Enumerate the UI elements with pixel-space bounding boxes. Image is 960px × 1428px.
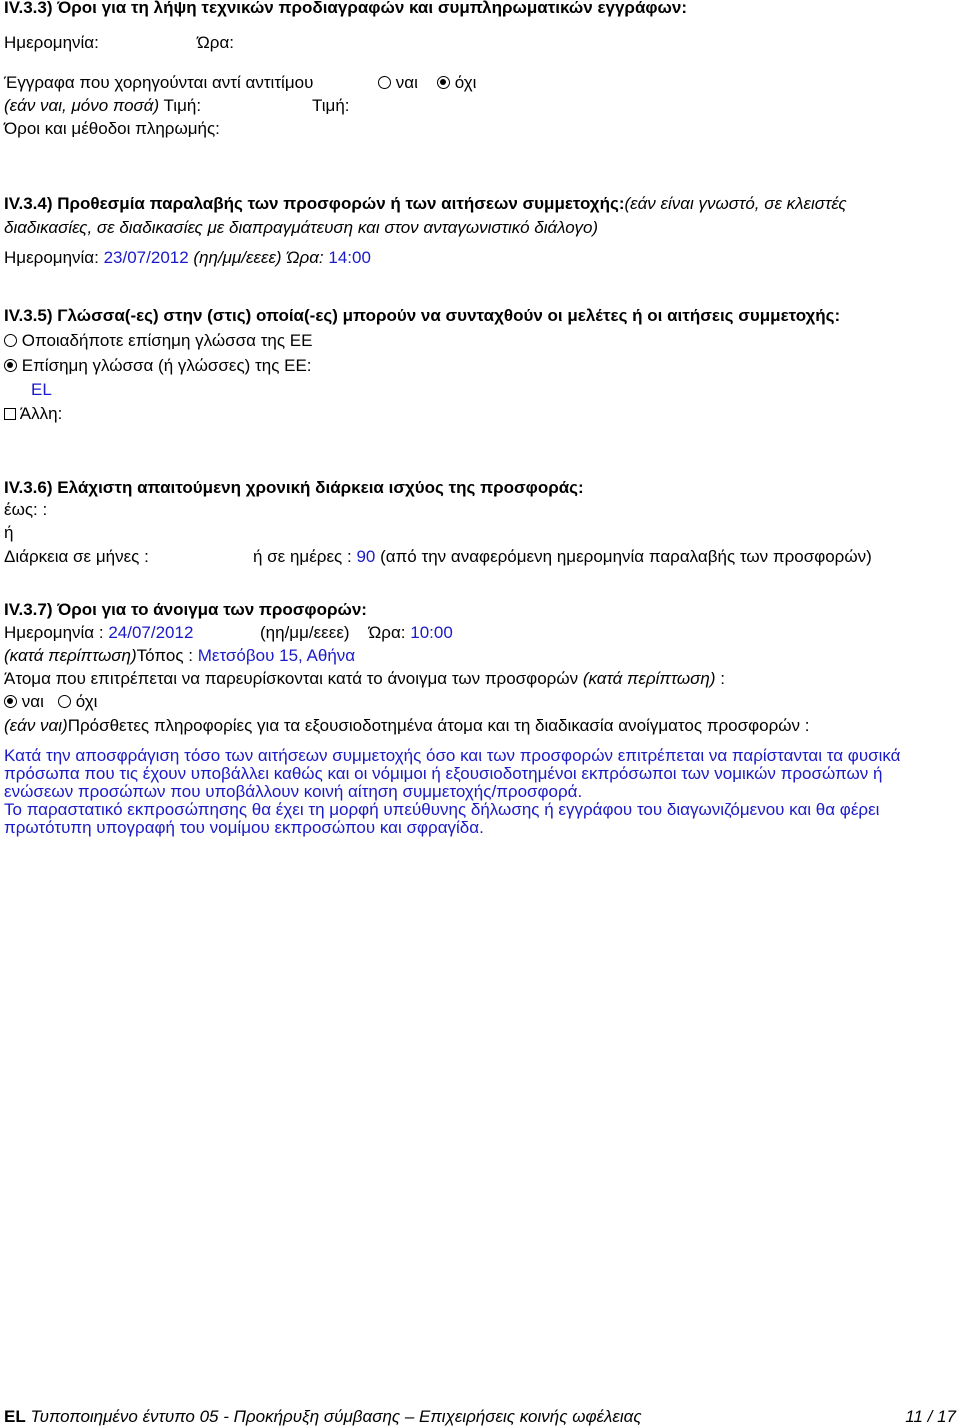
s37-time-value: 10:00 xyxy=(410,623,453,642)
s37-info-paragraph-2: Το παραστατικό εκπροσώπησης θα έχει τη μορφή υπεύθυνης δήλωσης ή εγγράφου του διαγωνιζόμενου και θα φέρει πρωτότυπη υπογραφή του νομίμου εκπροσώπου και σφραγίδα. xyxy=(4,800,880,837)
s37-yes-label: ναι xyxy=(21,692,44,711)
s37-info-label: Πρόσθετες πληροφορίες για τα εξουσιοδοτημένα άτομα και τη διαδικασία ανοίγματος προσφορών : xyxy=(67,716,810,735)
s34-date-row xyxy=(4,248,371,268)
footer-page-number: 11 / 17 xyxy=(905,1407,956,1426)
s33-date-label: Ημερομηνία: xyxy=(4,33,99,52)
s37-yes-radio[interactable] xyxy=(4,695,17,708)
s37-persons-note: (κατά περίπτωση) xyxy=(582,669,716,688)
s37-date-value: 24/07/2012 xyxy=(108,623,194,642)
s33-amount-note: (εάν ναι, μόνο ποσά) xyxy=(4,96,160,115)
s33-yes-label: ναι xyxy=(395,73,418,92)
section-title-iv-3-7: IV.3.7) Όροι για το άνοιγμα των προσφορών: xyxy=(4,600,367,619)
s36-days-note: (από την αναφερόμενη ημερομηνία παραλαβής των προσφορών) xyxy=(380,547,872,566)
s34-title-row xyxy=(4,194,847,214)
s33-docs-row xyxy=(4,73,954,93)
s36-months-label: Διάρκεια σε μήνες : xyxy=(4,547,149,566)
s34-time-value: 14:00 xyxy=(328,248,371,267)
s35-other-row xyxy=(4,404,62,424)
s34-note2: διαδικασίες, σε διαδικασίες με διαπραγμάτευση και στον ανταγωνιστικό διάλογο) xyxy=(4,218,599,237)
s35-official-radio[interactable] xyxy=(4,359,17,372)
s33-price2: Τιμή: xyxy=(312,96,350,115)
s35-other-label: Άλλη: xyxy=(19,404,63,423)
s33-date-row xyxy=(4,33,235,53)
s36-until: έως: : xyxy=(4,500,48,519)
s33-yes-radio[interactable] xyxy=(378,76,391,89)
s37-place-label: Τόπος : xyxy=(136,646,193,665)
s37-time-label: Ώρα: xyxy=(368,623,406,642)
s35-lang-value: EL xyxy=(31,380,52,399)
s37-persons-row xyxy=(4,669,725,689)
s33-time-label: Ώρα: xyxy=(197,33,235,52)
s36-days-value: 90 xyxy=(356,547,376,566)
s34-date-format: (ηη/μμ/εεεε) xyxy=(193,248,282,267)
s37-persons-label: Άτομα που επιτρέπεται να παρευρίσκονται κατά το άνοιγμα των προσφορών xyxy=(4,669,579,688)
s33-no-radio[interactable] xyxy=(437,76,450,89)
page-footer xyxy=(4,1407,956,1427)
section-title-iv-3-6: IV.3.6) Ελάχιστη απαιτούμενη χρονική διάρκεια ισχύος της προσφοράς: xyxy=(4,478,584,497)
section-title-iv-3-3: IV.3.3) Όροι για τη λήψη τεχνικών προδιαγραφών και συμπληρωματικών εγγράφων: xyxy=(4,0,688,17)
s37-yesno-row xyxy=(4,692,97,712)
s34-date-label: Ημερομηνία: xyxy=(4,248,99,267)
s37-info-note: (εάν ναι) xyxy=(4,716,68,735)
section-title-iv-3-5: IV.3.5) Γλώσσα(-ες) στην (στις) οποία(-ες) μπορούν να συνταχθούν οι μελέτες ή οι αιτήσεις συμμετοχής: xyxy=(4,306,841,325)
s35-any-row xyxy=(4,331,312,351)
s37-info-row xyxy=(4,716,810,736)
s35-official-row xyxy=(4,356,312,376)
s35-official-label: Επίσημη γλώσσα (ή γλώσσες) της ΕΕ: xyxy=(21,356,312,375)
s34-date-value: 23/07/2012 xyxy=(103,248,189,267)
s36-duration-row xyxy=(4,547,954,567)
footer-form-title: Τυποποιημένο έντυπο 05 - Προκήρυξη σύμβασης – Επιχειρήσεις κοινής ωφέλειας xyxy=(30,1407,642,1426)
s37-place-value: Μετσόβου 15, Αθήνα xyxy=(197,646,356,665)
s37-date-row xyxy=(4,623,954,643)
s37-info-paragraph-1: Κατά την αποσφράγιση τόσο των αιτήσεων συμμετοχής όσο και των προσφορών επιτρέπεται να παρίστανται τα φυσικά πρόσωπα που τις έχουν υποβάλλει καθώς και οι νόμιμοι ή εξουσιοδοτημένοι εκπρόσωποι των νομικών προσώπων ή ενώσεων προσώπων που υποβάλλουν κοινή αίτηση συμμετοχής/προσφορά. xyxy=(4,746,901,801)
footer-lang: EL xyxy=(4,1407,26,1426)
s33-docs-label: Έγγραφα που χορηγούνται αντί αντιτίμου xyxy=(4,73,314,92)
s35-other-checkbox[interactable] xyxy=(4,408,16,420)
s35-any-label: Οποιαδήποτε επίσημη γλώσσα της ΕΕ xyxy=(21,331,313,350)
s34-note1: (εάν είναι γνωστό, σε κλειστές xyxy=(624,194,847,213)
s37-place-note: (κατά περίπτωση) xyxy=(4,646,137,665)
s34-time-label: Ώρα: xyxy=(286,248,324,267)
s37-date-label: Ημερομηνία : xyxy=(4,623,104,642)
s33-price1: Τιμή: xyxy=(163,96,202,115)
s33-no-label: όχι xyxy=(454,73,477,92)
s37-persons-colon: : xyxy=(720,669,725,688)
s37-place-row xyxy=(4,646,355,666)
s35-any-radio[interactable] xyxy=(4,334,17,347)
section-title-iv-3-4: IV.3.4) Προθεσμία παραλαβής των προσφορών ή των αιτήσεων συμμετοχής: xyxy=(4,194,625,213)
s36-or: ή xyxy=(4,523,14,542)
s37-date-format: (ηη/μμ/εεεε) xyxy=(260,623,350,642)
s33-price-row xyxy=(4,96,350,116)
s37-no-label: όχι xyxy=(75,692,98,711)
s37-no-radio[interactable] xyxy=(58,695,71,708)
s36-days-label: ή σε ημέρες : xyxy=(253,547,352,566)
s33-payment: Όροι και μέθοδοι πληρωμής: xyxy=(4,119,220,138)
